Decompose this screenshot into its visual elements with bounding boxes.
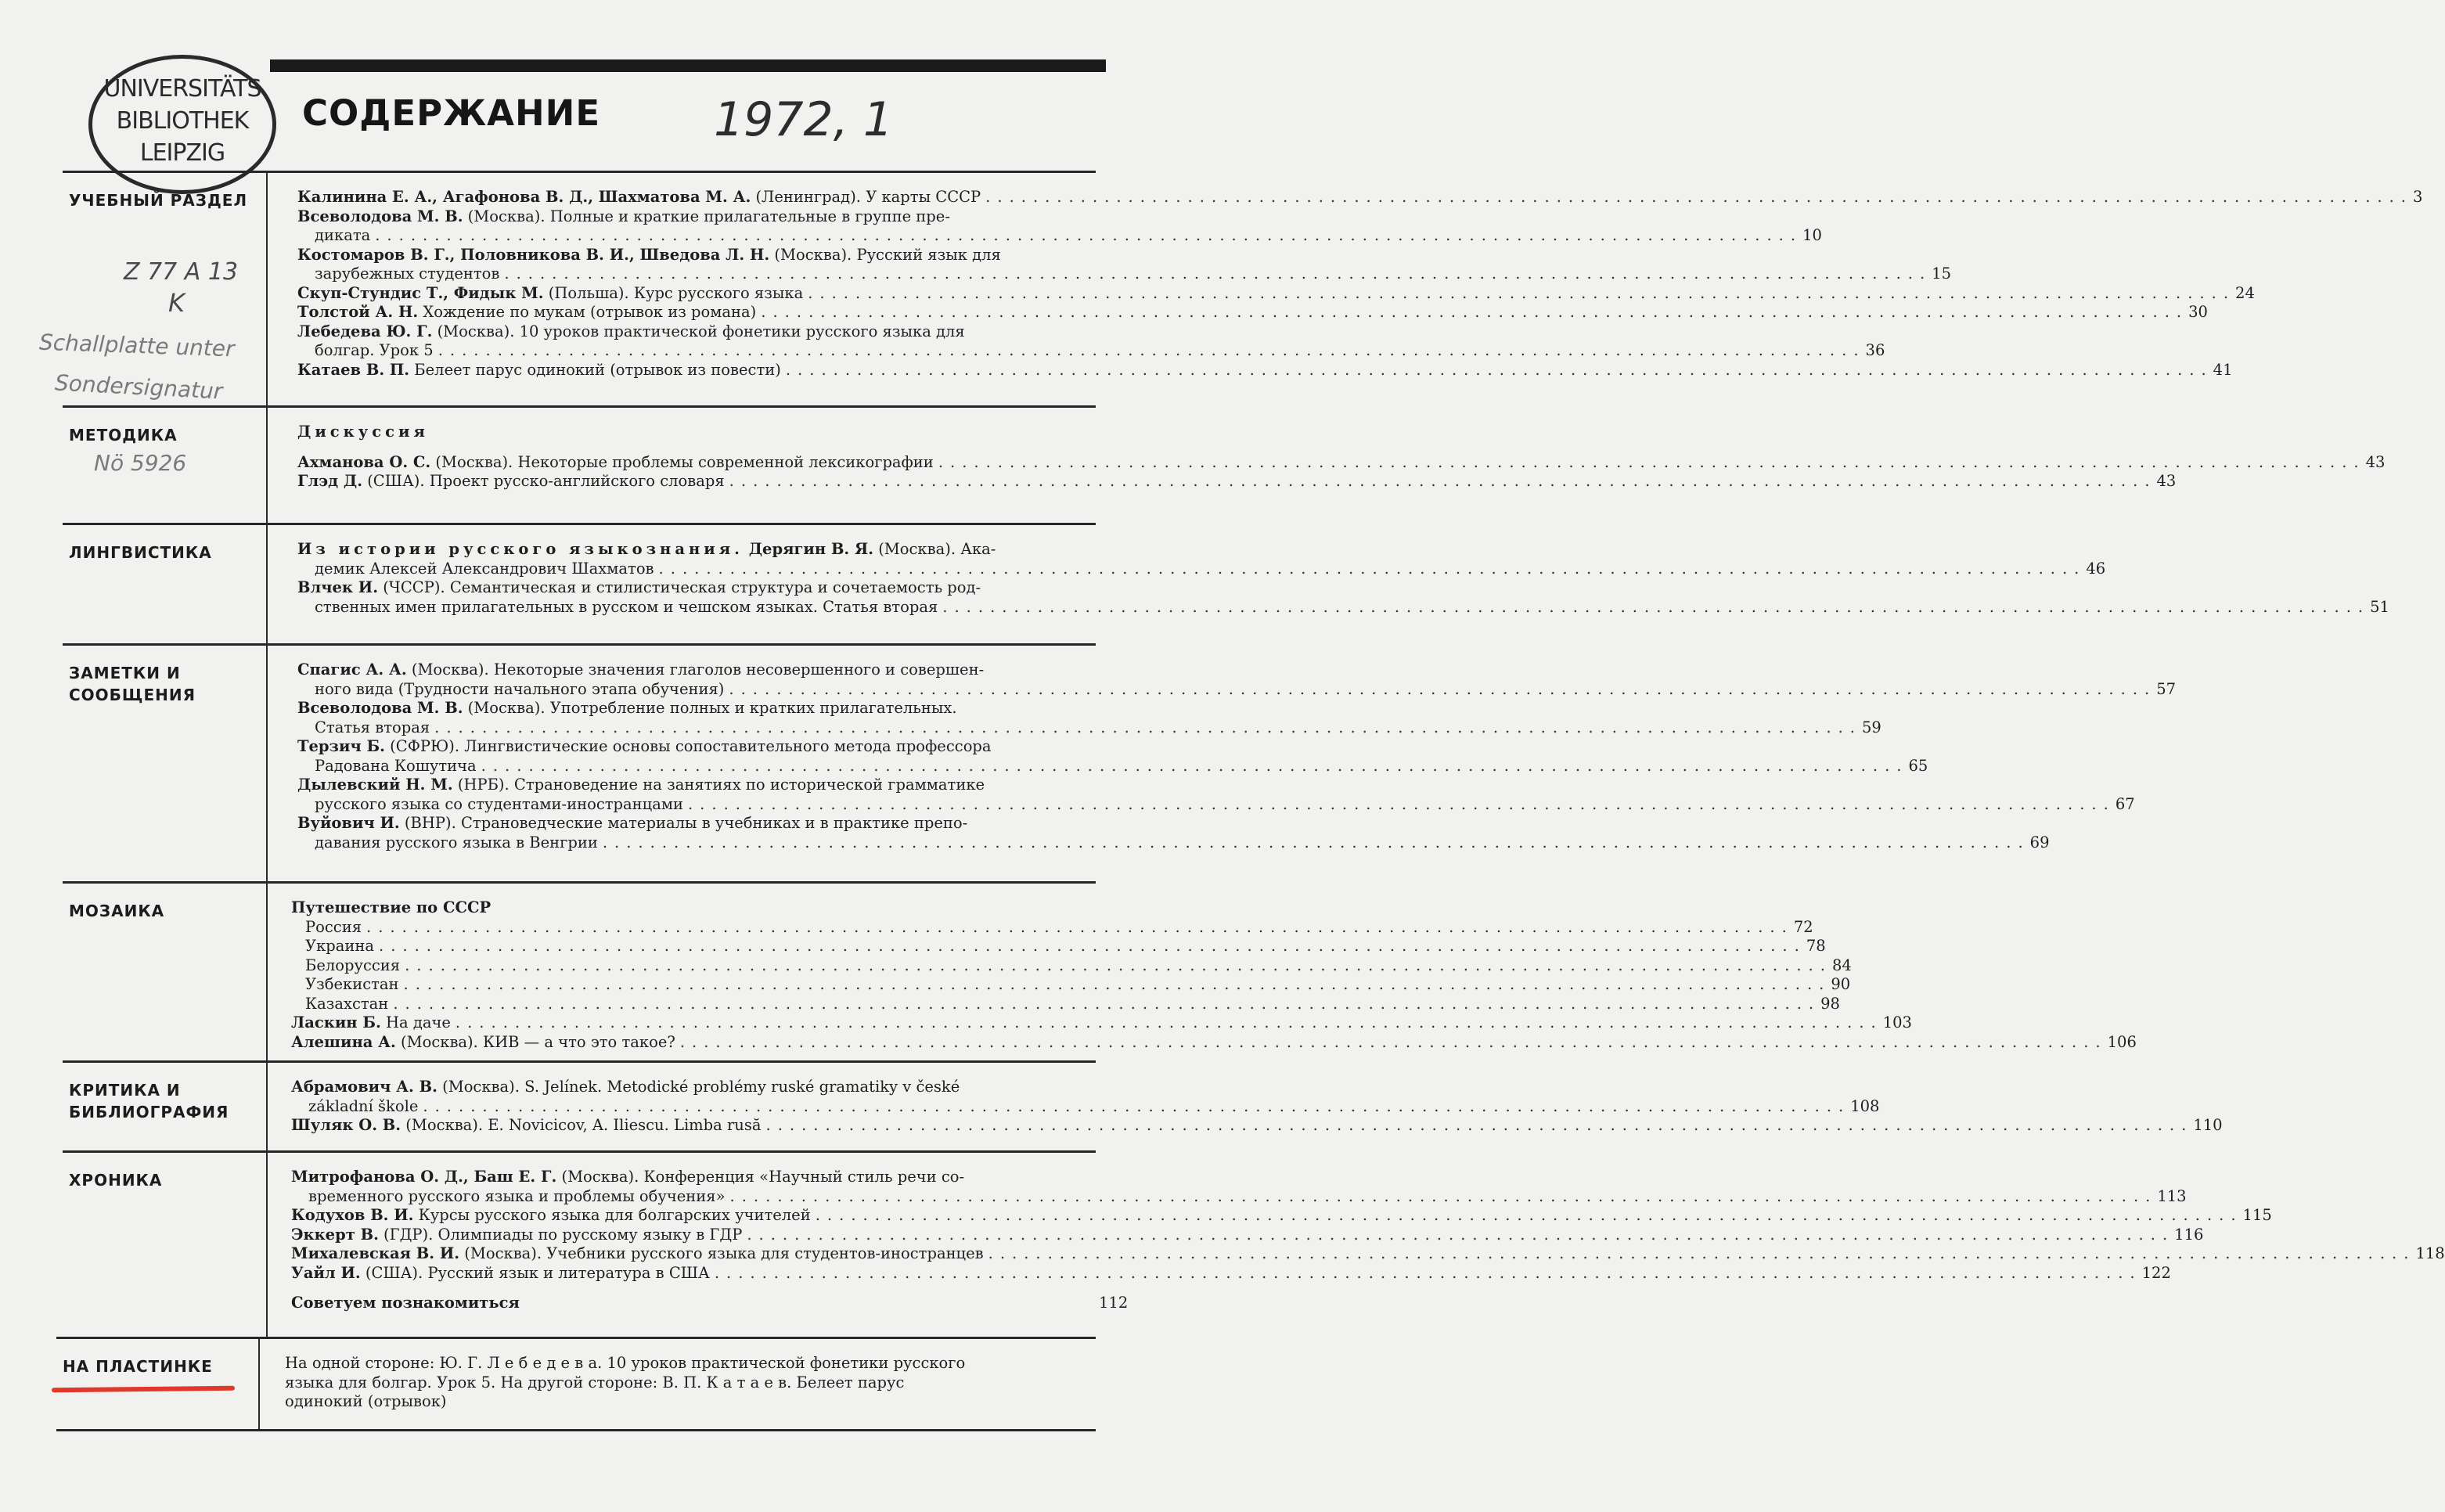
dot-leader: ........................................................................................................................ xyxy=(423,1096,1851,1115)
toc-entry[interactable] xyxy=(291,956,1852,976)
section-heading: КРИТИКА И БИБЛИОГРАФИЯ xyxy=(69,1081,229,1121)
section-divider xyxy=(258,1337,260,1429)
entry-title-continued: временного русского языка и проблемы обучения» xyxy=(308,1186,726,1205)
toc-entry[interactable] xyxy=(297,578,2389,617)
entry-title: (Москва). Употребление полных и кратких прилагательных. xyxy=(463,699,957,717)
entry-author: Михалевская В. И. xyxy=(291,1244,460,1262)
dot-leader: ........................................................................................................................ xyxy=(379,937,1806,955)
page-number: 72 xyxy=(1793,917,1813,936)
toc-entry[interactable] xyxy=(291,1078,1880,1116)
toc-entry[interactable] xyxy=(291,1294,1127,1313)
entry-title: (Москва). E. Novicicov, A. Iliescu. Limba rusă xyxy=(401,1116,762,1134)
entry-author: Митрофанова О. Д., Баш Е. Г. xyxy=(291,1168,557,1186)
section-entries xyxy=(291,898,2137,1052)
entry-title: (Ленинград). У карты СССР xyxy=(751,188,981,206)
dot-leader: ........................................................................................................................ xyxy=(729,1186,2158,1205)
dot-leader: ........................................................................................................................ xyxy=(687,794,2116,813)
entry-rubric: Из истории русского языкознания. xyxy=(297,540,744,558)
dot-leader: ........................................................................................................................ xyxy=(366,917,1794,936)
section-divider xyxy=(266,1060,268,1150)
section-heading: МОЗАИКА xyxy=(69,902,165,920)
entry-author: Дерягин В. Я. xyxy=(743,540,873,558)
section-rule xyxy=(63,881,1096,884)
toc-entry[interactable] xyxy=(291,1206,2272,1226)
toc-section xyxy=(63,523,2389,643)
dot-leader: ........................................................................................................................ xyxy=(808,283,2236,302)
toc-entry[interactable] xyxy=(297,776,2135,814)
dot-leader: ........................................................................................................................ xyxy=(729,472,2157,490)
page-number: 122 xyxy=(2141,1263,2171,1282)
section-heading: ЗАМЕТКИ И СООБЩЕНИЯ xyxy=(69,664,196,704)
section-entries xyxy=(297,423,2386,491)
dot-leader: ........................................................................................................................ xyxy=(375,226,1803,244)
section-entries xyxy=(297,540,2389,617)
entry-title: Россия xyxy=(305,917,362,936)
entry-title: (Польша). Курс русского языка xyxy=(543,283,804,302)
page-number: 3 xyxy=(2413,188,2423,206)
section-divider xyxy=(266,643,268,881)
section-rule xyxy=(63,643,1096,646)
entry-title: (Москва). 10 уроков практической фонетики русского языка для xyxy=(432,322,965,340)
toc-entry[interactable] xyxy=(297,245,1952,284)
toc-entry[interactable] xyxy=(291,1168,2187,1206)
toc-entry[interactable] xyxy=(297,814,2050,852)
dot-leader: ........................................................................................................................ xyxy=(785,360,2213,379)
section-divider xyxy=(266,1150,268,1337)
toc-entry[interactable] xyxy=(297,283,2255,304)
dot-leader: ........................................................................................................................ xyxy=(403,975,1831,993)
entry-title-continued: давания русского языка в Венгрии xyxy=(315,833,598,851)
page-number: 57 xyxy=(2156,679,2177,698)
dot-leader: ........................................................................................................................ xyxy=(393,994,1821,1013)
page-number: 78 xyxy=(1806,937,1826,955)
page-number: 116 xyxy=(2174,1225,2204,1244)
section-heading: МЕТОДИКА xyxy=(69,426,178,445)
dot-leader: ........................................................................................................................ xyxy=(714,1263,2142,1282)
entry-title: (Москва). Некоторые проблемы современной лексикографии xyxy=(430,452,934,471)
entry-title: (Москва). Русский язык для xyxy=(769,245,1001,264)
dot-leader: ........................................................................................................................ xyxy=(679,1032,2108,1051)
entry-author: Лебедева Ю. Г. xyxy=(297,322,433,340)
entry-title: Украина xyxy=(305,937,375,955)
page-number: 51 xyxy=(2370,597,2389,616)
entry-title-continued: зарубежных студентов xyxy=(315,265,500,283)
entry-author: Алешина А. xyxy=(291,1032,396,1051)
dot-leader: ........................................................................................................................ xyxy=(481,756,1909,775)
dot-leader: ........................................................................................................................ xyxy=(405,956,1832,974)
margin-note: K xyxy=(168,288,185,318)
dot-leader: ........................................................................................................................ xyxy=(815,1206,2243,1224)
entry-title: (ГДР). Олимпиады по русскому языку в ГДР xyxy=(378,1225,743,1244)
page-number: 84 xyxy=(1831,956,1852,974)
section-divider xyxy=(266,405,268,523)
toc-section xyxy=(63,1060,2223,1150)
toc-entry[interactable] xyxy=(291,917,1813,938)
entry-author: Ласкин Б. xyxy=(291,1013,381,1031)
section-divider xyxy=(266,881,268,1060)
dot-leader: ........................................................................................................................ xyxy=(455,1013,1883,1031)
section-entries xyxy=(291,1168,2445,1313)
record-note-line: языка для болгар. Урок 5. На другой стороне: В. П. К а т а е в. Белеет парус xyxy=(285,1373,905,1391)
toc-entry[interactable] xyxy=(297,322,1885,361)
entry-title: На даче xyxy=(380,1013,451,1031)
page-number: 103 xyxy=(1882,1013,1912,1031)
page-number: 43 xyxy=(2156,472,2177,490)
entry-author: Уайл И. xyxy=(291,1263,361,1282)
dot-leader: ........................................................................................................................ xyxy=(434,718,1862,736)
toc-section xyxy=(56,1337,1096,1429)
toc-entry[interactable] xyxy=(297,188,2423,207)
entry-author: Всеволодова М. В. xyxy=(297,207,463,225)
entry-title: Курсы русского языка для болгарских учителей xyxy=(413,1206,811,1224)
entry-author: Ахманова О. С. xyxy=(297,452,431,471)
entry-gap xyxy=(291,1283,1127,1294)
entry-author: Глэд Д. xyxy=(297,472,362,490)
toc-entry[interactable] xyxy=(297,737,1928,776)
toc-entry[interactable] xyxy=(297,360,2233,380)
dot-leader: ........................................................................................................................ xyxy=(438,341,1866,359)
section-heading: УЧЕБНЫЙ РАЗДЕЛ xyxy=(69,191,248,210)
entry-author: Толстой А. Н. xyxy=(297,303,419,321)
dot-leader: ........................................................................................................................ xyxy=(988,1244,2416,1262)
entry-author: Спагис А. А. xyxy=(297,661,407,679)
entry-title-continued: русского языка со студентами-иностранцами xyxy=(315,794,683,813)
entry-author: Калинина Е. А., Агафонова В. Д., Шахматова М. А. xyxy=(297,188,751,206)
entry-title: Белоруссия xyxy=(305,956,401,974)
section-divider xyxy=(266,171,268,405)
toc-section xyxy=(63,643,2177,881)
toc-entry[interactable] xyxy=(291,1032,2137,1053)
toc-entry[interactable] xyxy=(297,540,2106,578)
page-title: СОДЕРЖАНИЕ xyxy=(302,92,601,134)
entry-title: (Москва). Конференция «Научный стиль речи со- xyxy=(556,1168,965,1186)
toc-entry[interactable] xyxy=(297,303,2208,322)
toc-section xyxy=(63,171,2423,405)
dot-leader: ........................................................................................................................ xyxy=(602,833,2030,851)
dot-leader: ........................................................................................................................ xyxy=(504,265,1932,283)
toc-entry[interactable] xyxy=(291,1225,2204,1245)
stamp-line: BIBLIOTHEK xyxy=(116,107,249,135)
entry-title-continued: болгар. Урок 5 xyxy=(315,341,434,359)
entry-author: Шуляк О. В. xyxy=(291,1116,401,1134)
entry-title: Узбекистан xyxy=(305,975,399,993)
margin-note: Schallplatte unter xyxy=(38,329,236,362)
section-heading: ЛИНГВИСТИКА xyxy=(69,543,212,562)
page-number: 59 xyxy=(1861,718,1881,736)
entry-title: Казахстан xyxy=(305,994,389,1013)
page-number: 41 xyxy=(2213,360,2233,379)
page-number: 118 xyxy=(2415,1244,2445,1262)
entry-title: (Москва). КИВ — а что это такое? xyxy=(395,1032,675,1051)
entry-title: (Москва). Полные и краткие прилагательные в группе пре- xyxy=(463,207,950,225)
entry-author: Кодухов В. И. xyxy=(291,1206,414,1224)
page-number: 106 xyxy=(2107,1032,2137,1051)
entry-title-continued: ного вида (Трудности начального этапа обучения) xyxy=(315,679,725,698)
section-rule xyxy=(63,1150,1096,1153)
entry-title: (США). Русский язык и литература в США xyxy=(360,1263,710,1282)
entry-author: Всеволодова М. В. xyxy=(297,699,463,717)
entry-title: (Москва). Некоторые значения глаголов несовершенного и совершен- xyxy=(406,661,985,679)
page-number: 30 xyxy=(2188,303,2208,321)
entry-title: (Москва). Ака- xyxy=(873,540,996,558)
dot-leader: ........................................................................................................................ xyxy=(658,559,2087,578)
handwritten-issue: 1972, 1 xyxy=(714,92,894,147)
entry-author: Скуп-Стундис Т., Фидык М. xyxy=(297,283,544,302)
toc-entry[interactable] xyxy=(297,661,2177,699)
entry-author: Эккерт В. xyxy=(291,1225,379,1244)
entry-title: Белеет парус одинокий (отрывок из повести) xyxy=(409,360,781,379)
toc-entry[interactable] xyxy=(291,975,1851,995)
toc-entry[interactable] xyxy=(297,699,1881,737)
entry-title: (ВНР). Страноведческие материалы в учебниках и в практике препо- xyxy=(399,814,968,832)
page-number: 90 xyxy=(1831,975,1851,993)
entry-author: Дылевский Н. М. xyxy=(297,776,453,794)
entry-title-continued: Радована Кошутича xyxy=(315,756,477,775)
section-entries xyxy=(297,188,2423,380)
record-note-line: На одной стороне: Ю. Г. Л е б е д е в а. 10 уроков практической фонетики русского xyxy=(285,1354,966,1372)
stamp-line: LEIPZIG xyxy=(139,139,225,167)
entry-author: Влчек И. xyxy=(297,578,378,596)
dot-leader: ........................................................................................................................ xyxy=(729,679,2157,698)
entry-title: (ЧССР). Семантическая и стилистическая структура и сочетаемость род- xyxy=(378,578,981,596)
toc-entry[interactable] xyxy=(297,452,2386,473)
stamp-line: UNIVERSITÄTS xyxy=(103,75,261,103)
section-heading: НА ПЛАСТИНКЕ xyxy=(63,1357,213,1376)
entry-title-continued: диката xyxy=(315,226,371,244)
entry-title: (США). Проект русско-английского словаря xyxy=(362,472,725,490)
toc-entry[interactable] xyxy=(297,207,1822,246)
page-number: 43 xyxy=(2365,452,2386,471)
dot-leader: ........................................................................................................................ xyxy=(765,1116,2194,1134)
page-number: 15 xyxy=(1932,265,1952,283)
toc-entry[interactable] xyxy=(297,472,2177,491)
header-bar xyxy=(270,59,1106,72)
section-heading: ХРОНИКА xyxy=(69,1171,163,1190)
toc-entry[interactable] xyxy=(291,1263,2171,1283)
entry-title-continued: ственных имен прилагательных в русском и чешском языках. Статья вторая xyxy=(315,597,938,616)
page-number: 110 xyxy=(2193,1116,2223,1134)
page-number: 24 xyxy=(2235,283,2255,302)
toc-entry[interactable] xyxy=(291,937,1826,956)
entry-title: Хождение по мукам (отрывок из романа) xyxy=(418,303,757,321)
entry-title: (Москва). Учебники русского языка для студентов-иностранцев xyxy=(459,1244,984,1262)
entry-author: Терзич Б. xyxy=(297,737,385,755)
dot-leader: ........................................................................................................................ xyxy=(985,188,2413,206)
page-number: 10 xyxy=(1802,226,1822,244)
page-number: 115 xyxy=(2242,1206,2272,1224)
entry-title: (СФРЮ). Лингвистические основы сопоставительного метода профессора xyxy=(384,737,992,755)
toc-section xyxy=(63,405,2386,523)
section-rule xyxy=(63,523,1096,525)
entry-author: Костомаров В. Г., Половникова В. И., Шведова Л. Н. xyxy=(297,245,770,264)
entry-title: (Москва). S. Jelínek. Metodické problémy ruské gramatiky v české xyxy=(437,1078,960,1096)
entry-title-continued: демик Алексей Александрович Шахматов xyxy=(315,559,654,578)
section-rule xyxy=(56,1337,1096,1339)
dot-leader: ........................................................................................................................ xyxy=(761,303,2189,321)
dot-leader: ........................................................................................................................ xyxy=(938,452,2366,471)
toc-entry[interactable] xyxy=(291,1244,2445,1264)
toc-entry[interactable] xyxy=(291,1116,2223,1136)
margin-note: Nö 5926 xyxy=(94,450,187,476)
section-divider xyxy=(266,523,268,643)
entry-author: Вуйович И. xyxy=(297,814,400,832)
section-entries xyxy=(297,661,2177,852)
entry-author: Абрамович А. В. xyxy=(291,1078,438,1096)
section-rule xyxy=(63,1060,1096,1063)
page-number: 65 xyxy=(1908,756,1928,775)
section-entries xyxy=(285,1354,1121,1412)
toc-section xyxy=(63,1150,2445,1337)
entry-title-continued: Статья вторая xyxy=(315,718,430,736)
page-number: 108 xyxy=(1850,1096,1880,1115)
section-rule xyxy=(63,171,1096,173)
entry-author: Катаев В. П. xyxy=(297,360,410,379)
section-subheading: Дискуссия xyxy=(297,423,429,441)
toc-entry[interactable] xyxy=(291,1013,1912,1033)
page-number: 112 xyxy=(1099,1294,1129,1312)
margin-note: Z 77 A 13 xyxy=(124,258,239,286)
entry-title-continued: základní škole xyxy=(308,1096,419,1115)
section-entries xyxy=(291,1078,2223,1136)
dot-leader: ........................................................................................................................ xyxy=(942,597,2371,616)
entry-title: (НРБ). Страноведение на занятиях по исторической грамматике xyxy=(452,776,985,794)
dot-leader: ........................................................................................................................ xyxy=(747,1225,2175,1244)
page-number: 69 xyxy=(2029,833,2050,851)
page-number: 36 xyxy=(1865,341,1885,359)
entry-author: Советуем познакомиться xyxy=(291,1294,520,1312)
section-rule xyxy=(63,405,1096,408)
page-number: 46 xyxy=(2086,559,2106,578)
section-subheading: Путешествие по СССР xyxy=(291,898,492,916)
toc-section xyxy=(63,881,2137,1060)
toc-entry[interactable] xyxy=(291,994,1840,1014)
page-number: 98 xyxy=(1820,994,1840,1013)
bottom-rule xyxy=(56,1429,1096,1431)
margin-note: Sondersignatur xyxy=(54,369,224,405)
page-number: 67 xyxy=(2115,794,2135,813)
page-number: 113 xyxy=(2157,1186,2187,1205)
record-note-line: одинокий (отрывок) xyxy=(285,1392,447,1410)
